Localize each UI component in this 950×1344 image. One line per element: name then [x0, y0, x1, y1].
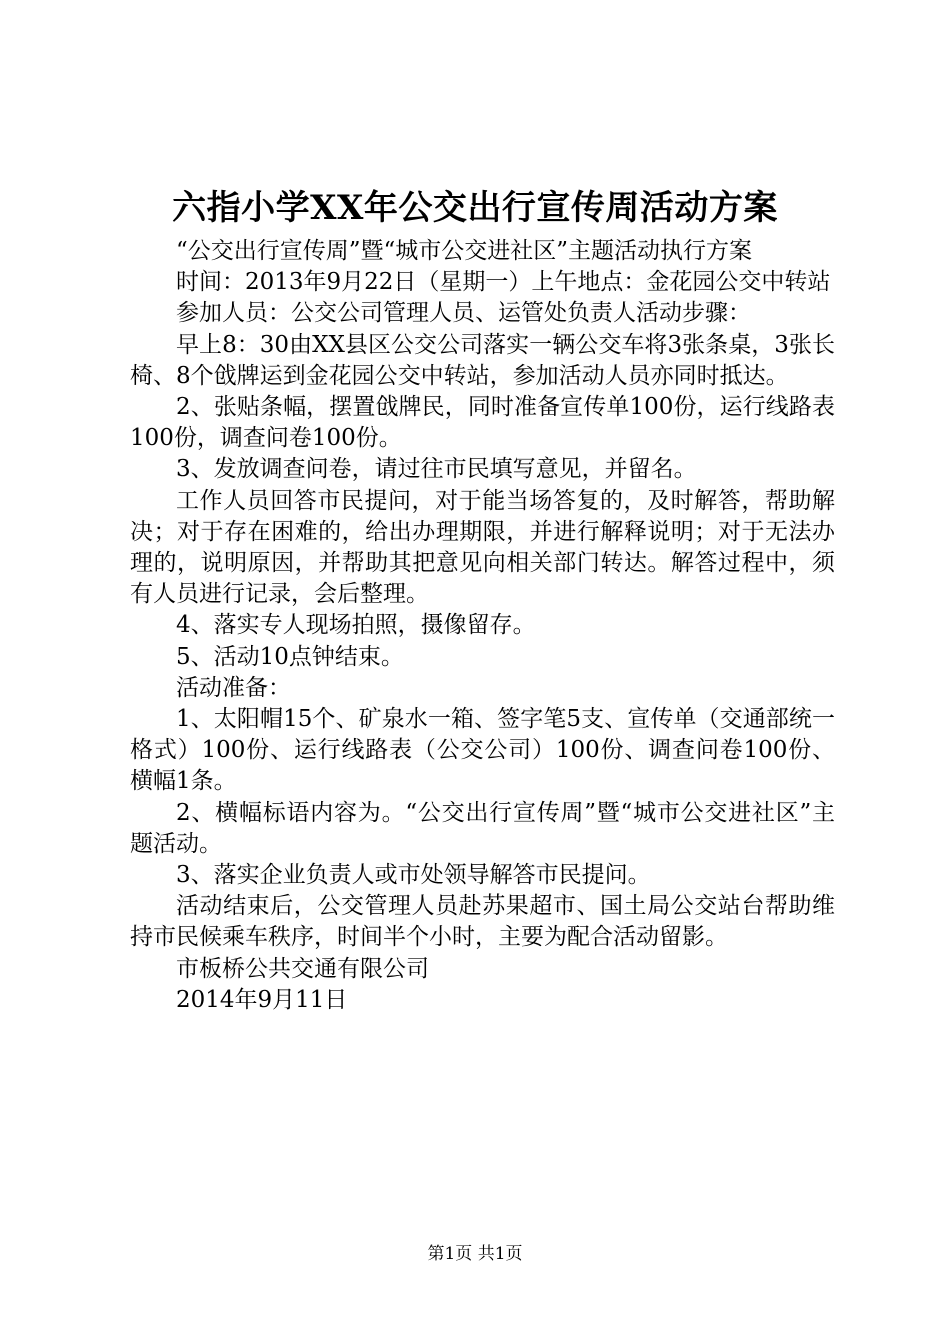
paragraph-prep-3: 3、落实企业负责人或市处领导解答市民提问。 [176, 862, 651, 889]
signature-company: 市板桥公共交通有限公司 [176, 955, 429, 982]
paragraph-staff-answers: 工作人员回答市民提问，对于能当场答复的，及时解答，帮助解决；对于存在困难的，给出办理期限，并进行解释说明；对于无法办理的，说明原因，并帮助其把意见向相关部门转达。解答过程中，须有人员进行记录，会后整理。 [130, 487, 835, 608]
paragraph-step-1: 早上8：30由XX县区公交公司落实一辆公交车将3张条桌，3张长椅、8个戗牌运到金花园公交中转站，参加活动人员亦同时抵达。 [130, 331, 835, 389]
paragraph-after-activity: 活动结束后，公交管理人员赴苏果超市、国土局公交站台帮助维持市民候乘车秩序，时间半个小时，主要为配合活动留影。 [130, 893, 835, 951]
signature-date: 2014年9月11日 [176, 986, 348, 1013]
document-body [130, 236, 835, 1016]
paragraph-step-3: 3、发放调查问卷，请过往市民填写意见，并留名。 [176, 456, 697, 483]
paragraph-step-2: 2、张贴条幅，摆置戗牌民，同时准备宣传单100份，运行线路表100份，调查问卷100份。 [130, 394, 835, 452]
paragraph-prep-1: 1、太阳帽15个、矿泉水一箱、签字笔5支、宣传单（交通部统一格式）100份、运行线路表（公交公司）100份、调查问卷100份、横幅1条。 [130, 706, 835, 795]
paragraph-prep-2: 2、横幅标语内容为。“公交出行宣传周”暨“城市公交进社区”主题活动。 [130, 799, 835, 857]
paragraph-step-5: 5、活动10点钟结束。 [176, 643, 404, 670]
document-title: 六指小学XX年公交出行宣传周活动方案 [172, 188, 778, 228]
paragraph-preparation-heading: 活动准备： [176, 674, 291, 701]
page-footer: 第1页 共1页 [427, 1244, 523, 1264]
paragraph-participants: 参加人员：公交公司管理人员、运管处负责人活动步骤： [176, 300, 751, 327]
paragraph-intro: “公交出行宣传周”暨“城市公交进社区”主题活动执行方案 [176, 238, 753, 264]
paragraph-time-location: 时间：2013年9月22日（星期一）上午地点：金花园公交中转站 [176, 269, 831, 296]
paragraph-step-4: 4、落实专人现场拍照，摄像留存。 [176, 612, 536, 639]
